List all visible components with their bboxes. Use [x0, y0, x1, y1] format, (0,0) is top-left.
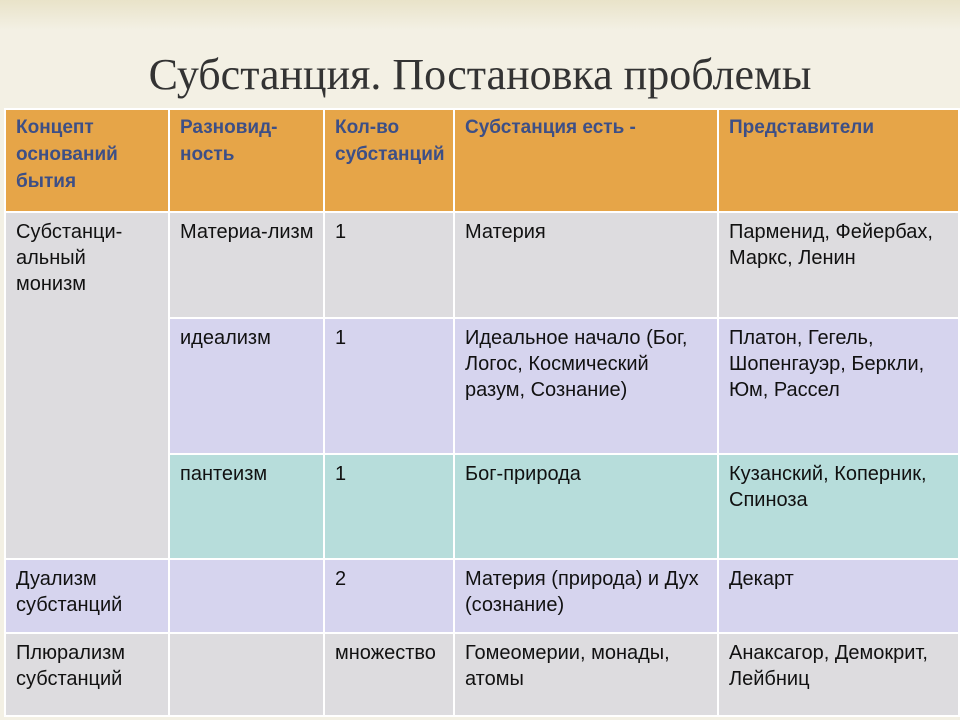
kind-cell: Материа-лизм	[169, 212, 324, 318]
representatives-cell: Кузанский, Коперник, Спиноза	[718, 454, 959, 559]
table-row	[5, 633, 959, 716]
count-cell: 1	[324, 454, 454, 559]
substance-cell: Идеальное начало (Бог, Логос, Космический разум, Сознание)	[454, 318, 718, 454]
count-cell: множество	[324, 633, 454, 716]
substance-cell: Материя	[454, 212, 718, 318]
kind-cell: идеализм	[169, 318, 324, 454]
representatives-cell: Парменид, Фейербах, Маркс, Ленин	[718, 212, 959, 318]
substance-table	[4, 108, 960, 717]
header-row	[5, 109, 959, 212]
header-substance: Субстанция есть -	[454, 109, 718, 212]
kind-cell	[169, 559, 324, 633]
slide-title: Субстанция. Постановка проблемы	[148, 50, 812, 99]
header-concept: Концепт оснований бытия	[5, 109, 169, 212]
count-cell: 1	[324, 212, 454, 318]
concept-cell: Дуализм субстанций	[5, 559, 169, 633]
concept-cell: Плюрализм субстанций	[5, 633, 169, 716]
representatives-cell: Анаксагор, Демокрит, Лейбниц	[718, 633, 959, 716]
kind-cell: пантеизм	[169, 454, 324, 559]
count-cell: 2	[324, 559, 454, 633]
count-cell: 1	[324, 318, 454, 454]
table-row	[5, 559, 959, 633]
header-kind: Разновид-ность	[169, 109, 324, 212]
representatives-cell: Платон, Гегель, Шопенгауэр, Беркли, Юм, Рассел	[718, 318, 959, 454]
table-row	[5, 212, 959, 318]
header-count: Кол-во субстанций	[324, 109, 454, 212]
representatives-cell: Декарт	[718, 559, 959, 633]
top-decor-band	[0, 0, 960, 30]
kind-cell	[169, 633, 324, 716]
substance-cell: Материя (природа) и Дух (сознание)	[454, 559, 718, 633]
monism-cell: Субстанци-альный монизм	[5, 212, 169, 559]
header-representatives: Представители	[718, 109, 959, 212]
substance-cell: Бог-природа	[454, 454, 718, 559]
substance-cell: Гомеомерии, монады, атомы	[454, 633, 718, 716]
